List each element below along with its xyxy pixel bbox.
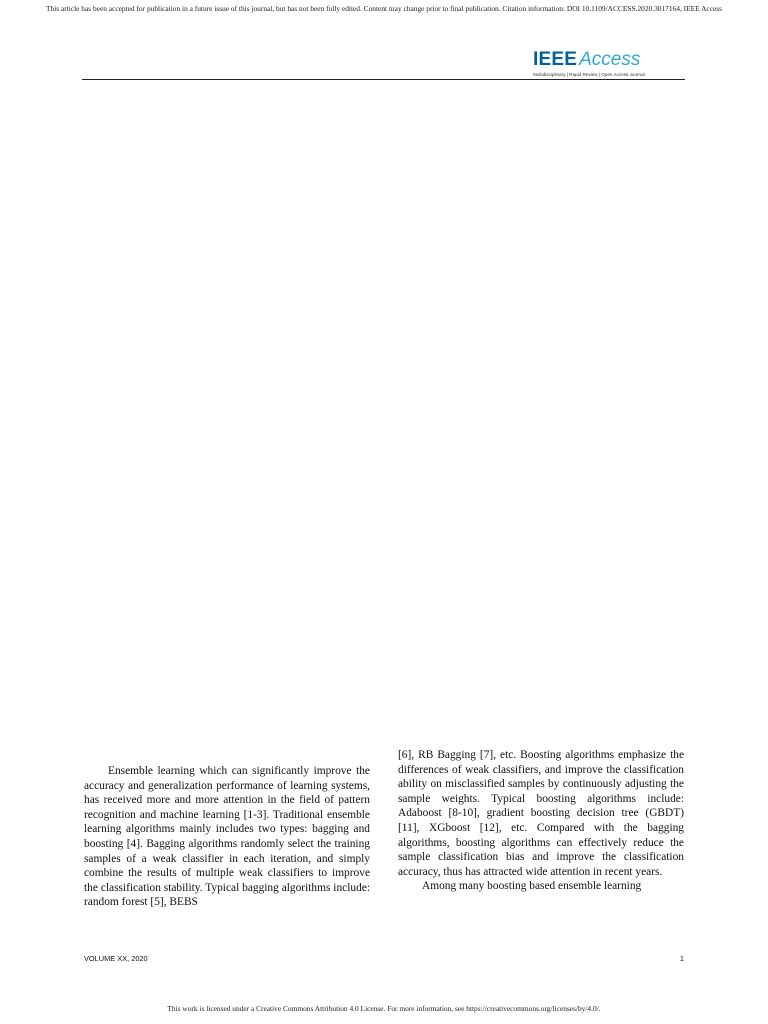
logo-wordmark <box>533 50 663 70</box>
left-column <box>84 764 370 910</box>
publication-notice: This article has been accepted for publication in a future issue of this journal, but has not been fully edited. Content may change prior to final publication. Citation information: DOI 10.1109/ACCESS.2020.3017164, IEEE Access <box>45 4 723 13</box>
intro-paragraph: Ensemble learning which can significantly improve the accuracy and generalization performance of learning systems, has received more and more attention in the field of pattern recognition and machine learning [1-3]. Traditional ensemble learning algorithms mainly includes two types: bagging and boosting [4]. Bagging algorithms randomly select the training samples of a weak classifier in each iteration, and simply combine the results of multiple weak classifiers to improve the classification stability. Typical bagging algorithms include: random forest [5], BEBS <box>84 765 370 909</box>
logo-ieee-text: IEEE <box>533 49 578 70</box>
right-column <box>398 748 684 894</box>
header-divider <box>82 79 685 80</box>
logo-access-text: Access <box>579 49 641 70</box>
page-number: 1 <box>679 954 684 963</box>
second-paragraph: Among many boosting based ensemble learning <box>422 880 642 893</box>
logo-tagline: Multidisciplinary | Rapid Review | Open Access Journal <box>533 72 645 77</box>
volume-label: VOLUME XX, 2020 <box>84 954 148 963</box>
ieee-access-logo <box>533 50 663 80</box>
intro-paragraph-continued: [6], RB Bagging [7], etc. Boosting algorithms emphasize the differences of weak classifiers, and improve the classification ability on misclassified samples by continuously adjusting the sample weights. Typical boosting algorithms include: Adaboost [8-10], gradient boosting decision tree (GBDT) [11], XGboost [12], etc. Compared with the bagging algorithms, boosting algorithms can effectively reduce the sample classification bias and improve the classification accuracy, thus has attracted wide attention in recent years. <box>398 749 684 878</box>
license-notice: This work is licensed under a Creative Commons Attribution 4.0 License. For more information, see https://creativecommons.org/licenses/by/4.0/. <box>167 1004 601 1013</box>
